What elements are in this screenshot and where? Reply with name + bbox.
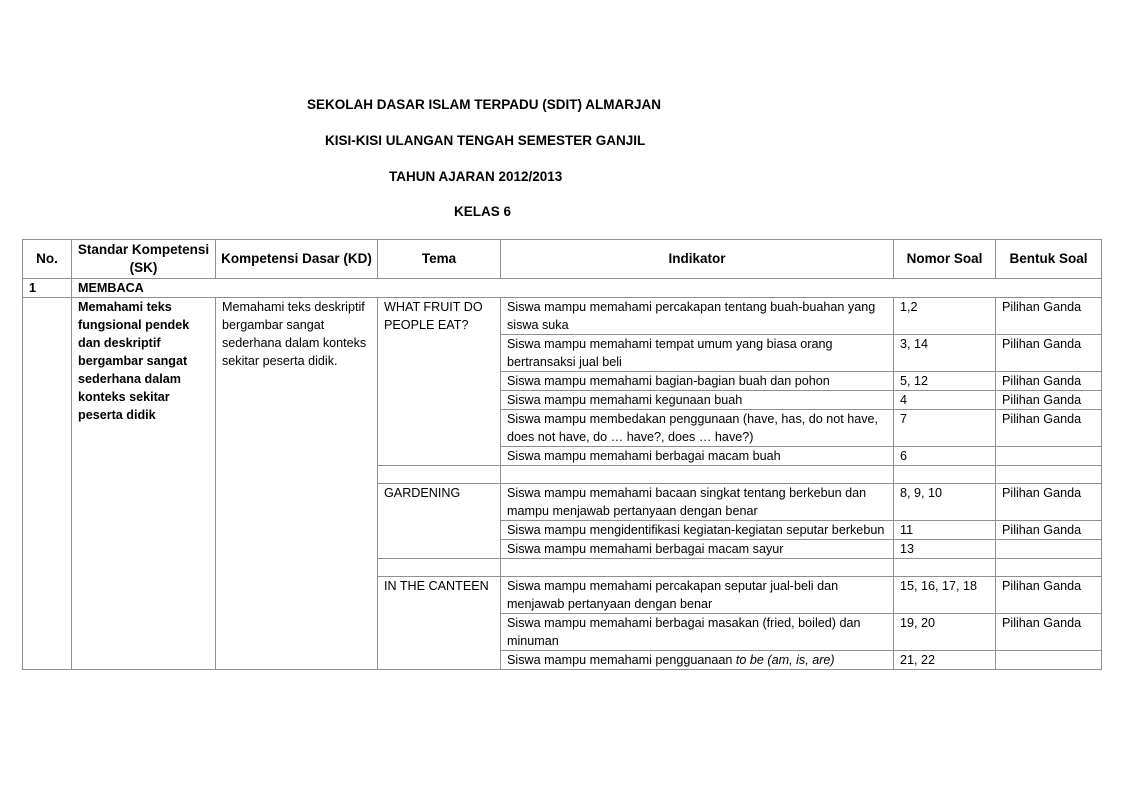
col-header-tema: Tema: [378, 240, 501, 279]
empty-cell: [378, 559, 501, 577]
indikator-cell: Siswa mampu memahami berbagai macam buah: [501, 447, 894, 466]
col-header-bentuk-soal: Bentuk Soal: [996, 240, 1102, 279]
grade-label: KELAS 6: [454, 204, 512, 219]
indikator-cell: Siswa mampu memahami percakapan tentang buah-buahan yang siswa suka: [501, 298, 894, 335]
indikator-cell: Siswa mampu memahami kegunaan buah: [501, 391, 894, 410]
section-number: 1: [23, 279, 72, 298]
bentuk-soal-cell: Pilihan Ganda: [996, 335, 1102, 372]
nomor-soal-cell: 15, 16, 17, 18: [894, 577, 996, 614]
bentuk-soal-cell: Pilihan Ganda: [996, 484, 1102, 521]
empty-cell: [996, 466, 1102, 484]
bentuk-soal-cell: Pilihan Ganda: [996, 298, 1102, 335]
kisi-kisi-table: [22, 239, 1102, 670]
empty-cell: [996, 559, 1102, 577]
nomor-soal-cell: 8, 9, 10: [894, 484, 996, 521]
col-header-indikator: Indikator: [501, 240, 894, 279]
nomor-soal-cell: 11: [894, 521, 996, 540]
indikator-cell: Siswa mampu memahami berbagai masakan (fried, boiled) dan minuman: [501, 614, 894, 651]
indikator-cell: Siswa mampu memahami tempat umum yang biasa orang bertransaksi jual beli: [501, 335, 894, 372]
section-row: [23, 279, 1102, 298]
indikator-italic-text: to be (am, is, are): [735, 653, 835, 667]
nomor-soal-cell: 3, 14: [894, 335, 996, 372]
empty-cell: [501, 559, 894, 577]
bentuk-soal-cell: Pilihan Ganda: [996, 391, 1102, 410]
bentuk-soal-cell: Pilihan Ganda: [996, 372, 1102, 391]
indikator-cell: Siswa mampu mengidentifikasi kegiatan-kegiatan seputar berkebun: [501, 521, 894, 540]
section-name: MEMBACA: [72, 279, 1102, 298]
indikator-cell: Siswa mampu membedakan penggunaan (have, has, do not have, does not have, do … have?, does … have?): [501, 410, 894, 447]
bentuk-soal-cell: Pilihan Ganda: [996, 410, 1102, 447]
tema-cell: GARDENING: [378, 484, 501, 559]
bentuk-soal-cell: [996, 447, 1102, 466]
empty-cell: [501, 466, 894, 484]
bentuk-soal-cell: [996, 540, 1102, 559]
academic-year: TAHUN AJARAN 2012/2013: [389, 169, 563, 184]
nomor-soal-cell: 1,2: [894, 298, 996, 335]
school-title: SEKOLAH DASAR ISLAM TERPADU (SDIT) ALMARJAN: [307, 97, 661, 112]
bentuk-soal-cell: [996, 651, 1102, 670]
table-row: [23, 298, 1102, 335]
document-title: KISI-KISI ULANGAN TENGAH SEMESTER GANJIL: [325, 133, 646, 148]
col-header-kd: Kompetensi Dasar (KD): [216, 240, 378, 279]
nomor-soal-cell: 13: [894, 540, 996, 559]
bentuk-soal-cell: Pilihan Ganda: [996, 614, 1102, 651]
table-header-row: [23, 240, 1102, 279]
indikator-cell: Siswa mampu memahami bagian-bagian buah dan pohon: [501, 372, 894, 391]
bentuk-soal-cell: Pilihan Ganda: [996, 521, 1102, 540]
col-header-sk: Standar Kompetensi (SK): [72, 240, 216, 279]
nomor-soal-cell: 5, 12: [894, 372, 996, 391]
bentuk-soal-cell: Pilihan Ganda: [996, 577, 1102, 614]
indikator-cell: Siswa mampu memahami berbagai macam sayur: [501, 540, 894, 559]
tema-cell: IN THE CANTEEN: [378, 577, 501, 670]
empty-cell: [894, 559, 996, 577]
col-header-nomor-soal: Nomor Soal: [894, 240, 996, 279]
tema-cell: WHAT FRUIT DO PEOPLE EAT?: [378, 298, 501, 466]
nomor-soal-cell: 6: [894, 447, 996, 466]
nomor-soal-cell: 4: [894, 391, 996, 410]
no-cell: [23, 298, 72, 670]
nomor-soal-cell: 21, 22: [894, 651, 996, 670]
col-header-no: No.: [23, 240, 72, 279]
indikator-cell: [501, 651, 894, 670]
empty-cell: [378, 466, 501, 484]
kd-cell: Memahami teks deskriptif bergambar sangat sederhana dalam konteks sekitar peserta didik.: [216, 298, 378, 670]
indikator-cell: Siswa mampu memahami percakapan seputar jual-beli dan menjawab pertanyaan dengan benar: [501, 577, 894, 614]
nomor-soal-cell: 19, 20: [894, 614, 996, 651]
empty-cell: [894, 466, 996, 484]
indikator-text: Siswa mampu memahami pengguanaan: [507, 653, 736, 667]
indikator-cell: Siswa mampu memahami bacaan singkat tentang berkebun dan mampu menjawab pertanyaan dengan benar: [501, 484, 894, 521]
sk-cell: Memahami teks fungsional pendek dan deskriptif bergambar sangat sederhana dalam konteks sekitar peserta didik: [72, 298, 216, 670]
nomor-soal-cell: 7: [894, 410, 996, 447]
